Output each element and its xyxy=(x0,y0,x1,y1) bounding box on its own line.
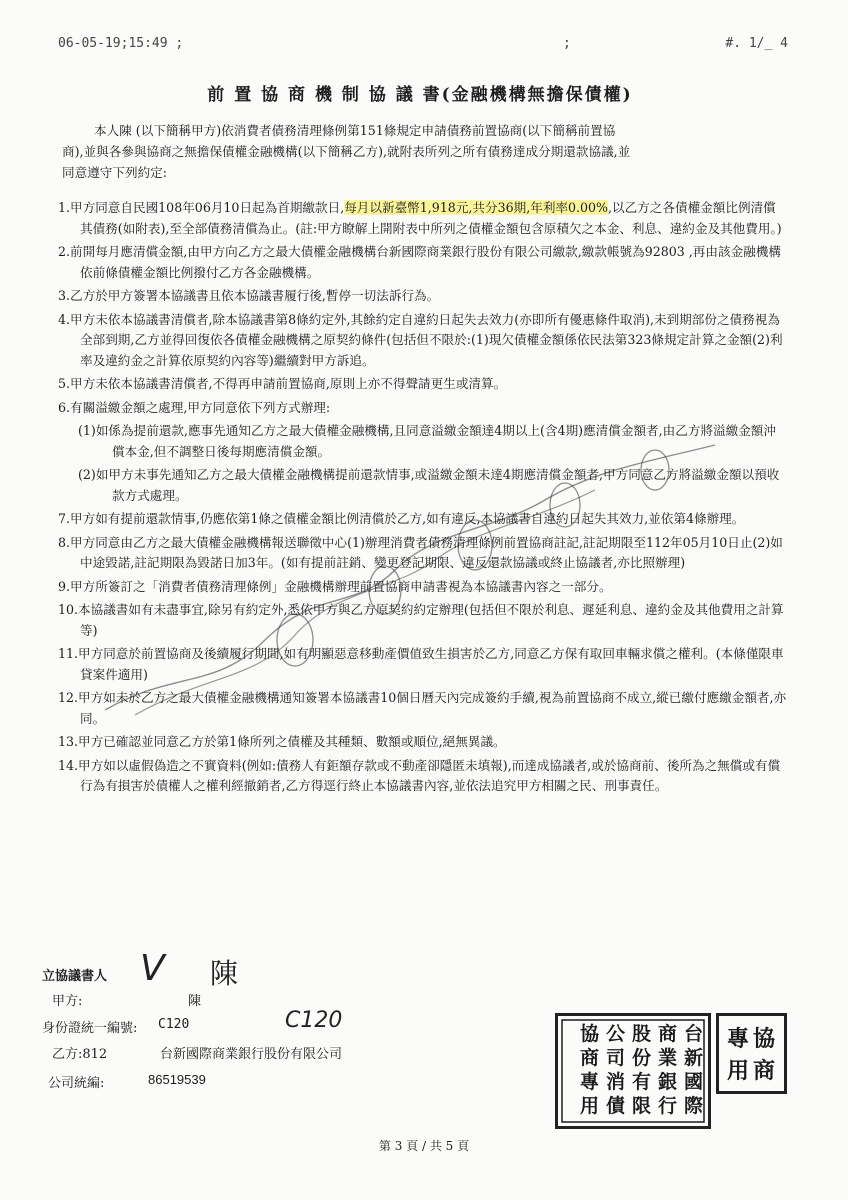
svg-text:新: 新 xyxy=(684,1047,704,1069)
bank-seal-stamp xyxy=(555,1013,711,1129)
clause-1-highlight: 每月以新臺幣1,918元,共分36期,年利率0.00% xyxy=(344,200,609,215)
clause-4: 4.甲方未依本協議書清償者,除本協議書第8條約定外,其餘約定自違約日起失去效力(亦即所有優惠條件取消),未到期部份之債務視為全部到期,乙方並得回復依各債權金融機構之原契約條件(包括但不限於:(1)現欠債權金額係依民法第323條規定計算之金額(2)利率及違約金之計算依原契約內容等)繼續對甲方訴追。 xyxy=(58,311,783,368)
clause-1-end: ,以乙方之各債權金額比例清償其債務(如附表),至全部債務清償為止。(註:甲方瞭解上開附表中所列之債權金額包含原積欠之本金、利息、違約金及其他費用。) xyxy=(80,200,782,236)
personal-seal-glyphs xyxy=(719,1016,784,1091)
signature-name: 陳 xyxy=(210,957,239,990)
party-a-name: 陳 xyxy=(188,994,202,1009)
svg-text:用: 用 xyxy=(727,1059,750,1084)
id-label: 身份證統一編號: xyxy=(42,1021,138,1036)
svg-text:股: 股 xyxy=(632,1023,652,1045)
clause-10: 10.本協議書如有未盡事宜,除另有約定外,悉依甲方與乙方原契約約定辦理(包括但不限於利息、遲延利息、違約金及其他費用之計算等) xyxy=(58,602,784,638)
intro-paragraph xyxy=(62,120,784,183)
signer-label: 立協議書人 xyxy=(42,969,108,984)
svg-text:限: 限 xyxy=(632,1095,652,1117)
id-value: C120 xyxy=(158,1017,190,1032)
clause-11: 11.甲方同意於前置協商及後續履行期間,如有明顯惡意移動產價值致生損害於乙方,同意乙方保有取回車輛求償之權利。(本條僅限車貸案件適用) xyxy=(58,646,784,682)
clause-1-start: 1.甲方同意自民國108年06月10日起為首期繳款日, xyxy=(58,200,345,215)
clause-3: 3.乙方於甲方簽署本協議書且依本協議書履行後,暫停一切法訴行為。 xyxy=(58,288,440,303)
svg-text:銀: 銀 xyxy=(658,1071,678,1093)
clause-13: 13.甲方已確認並同意乙方於第1條所列之債權及其種類、數額或順位,絕無異議。 xyxy=(58,734,506,749)
signature-mark: V xyxy=(140,948,165,989)
svg-text:台: 台 xyxy=(684,1023,704,1045)
party-b-name: 台新國際商業銀行股份有限公司 xyxy=(160,1047,343,1062)
clause-list xyxy=(58,198,788,800)
document-title: 前 置 協 商 機 制 協 議 書(金融機構無擔保債權) xyxy=(207,85,633,105)
clause-2: 2.前開每月應清償金額,由甲方向乙方之最大債權金融機構台新國際商業銀行股份有限公司繳款,繳款帳號為92803 ,再由該金融機構依前條債權金額比例撥付乙方各金融機構。 xyxy=(58,244,781,280)
svg-text:協: 協 xyxy=(753,1027,776,1052)
clause-8: 8.甲方同意由乙方之最大債權金融機構報送聯徵中心(1)辦理消費者債務清理條例前置協商註記,註記期限至112年05月10日止(2)如中途毀諾,註記期限為毀諾日加3年。(如有提前註銷、變更登記期限、違反還款協議或終止協議者,亦比照辦理) xyxy=(58,534,783,570)
company-id-value: 86519539 xyxy=(148,1072,206,1087)
clause-6-item-1: (1)如係為提前還款,應事先通知乙方之最大債權金融機構,且同意溢繳金額達4期以上(含4期)應清償金額者,由乙方將溢繳金額沖償本金,但不調整日後每期應清償金額。 xyxy=(78,423,776,459)
bank-seal-glyphs xyxy=(558,1016,708,1126)
intro-line-2: 商),並與各參與協商之無擔保債權金融機構(以下簡稱乙方),就附表所列之所有債務達成分期還款協議,並 xyxy=(62,144,631,159)
company-id-label: 公司統編: xyxy=(48,1076,105,1091)
party-b-label: 乙方:812 xyxy=(52,1047,108,1062)
svg-text:行: 行 xyxy=(658,1095,678,1117)
svg-text:專: 專 xyxy=(727,1027,750,1052)
svg-text:債: 債 xyxy=(606,1095,626,1117)
svg-text:司: 司 xyxy=(606,1047,626,1069)
intro-line-3: 同意遵守下列約定: xyxy=(62,165,167,180)
svg-text:商: 商 xyxy=(753,1059,776,1084)
fax-middle-mark: ; xyxy=(563,36,571,51)
svg-text:有: 有 xyxy=(632,1071,652,1093)
page-footer: 第 3 頁 / 共 5 頁 xyxy=(378,1139,470,1153)
id-handwritten: C120 xyxy=(285,1008,343,1033)
svg-text:商: 商 xyxy=(658,1023,678,1045)
svg-text:份: 份 xyxy=(632,1047,652,1069)
fax-page-mark: #. 1/_ 4 xyxy=(725,36,788,51)
clause-5: 5.甲方未依本協議書清償者,不得再申請前置協商,原則上亦不得聲請更生或清算。 xyxy=(58,376,507,391)
clause-6: 6.有關溢繳金額之處理,甲方同意依下列方式辦理: xyxy=(58,399,331,415)
svg-text:際: 際 xyxy=(684,1095,704,1117)
svg-text:公: 公 xyxy=(606,1023,626,1045)
intro-line-1: 本人陳 (以下簡稱甲方)依消費者債務清理條例第151條規定申請債務前置協商(以下簡稱前置協 xyxy=(94,123,616,138)
svg-text:專: 專 xyxy=(580,1071,600,1093)
svg-text:國: 國 xyxy=(684,1071,704,1093)
personal-seal-stamp xyxy=(716,1013,787,1094)
clause-1 xyxy=(58,198,788,239)
clause-9: 9.甲方所簽訂之「消費者債務清理條例」金融機構辦理前置協商申請書視為本協議書內容之一部分。 xyxy=(58,578,612,594)
svg-text:消: 消 xyxy=(606,1071,626,1093)
party-a-label: 甲方: xyxy=(52,994,83,1009)
clause-14: 14.甲方如以虛假偽造之不實資料(例如:債務人有鉅額存款或不動產卻隱匿未填報),而達成協議者,或於協商前、後所為之無償或有償行為有損害於債權人之權利經撤銷者,乙方得逕行終止本協議書內容,並依法追究甲方相關之民、刑事責任。 xyxy=(58,757,781,793)
svg-text:商: 商 xyxy=(580,1047,600,1069)
clause-7: 7.甲方如有提前還款情事,仍應依第1條之債權金額比例清償於乙方,如有違反,本協議書自違約日起失其效力,並依第4條辦理。 xyxy=(58,511,745,526)
svg-text:用: 用 xyxy=(580,1095,600,1117)
clause-12: 12.甲方如未於乙方之最大債權金融機構通知簽署本協議書10個日曆天內完成簽約手續,視為前置協商不成立,縱已繳付應繳金額者,亦同。 xyxy=(58,690,787,726)
fax-timestamp: 06-05-19;15:49 ; xyxy=(58,36,184,51)
svg-text:業: 業 xyxy=(658,1047,678,1069)
svg-text:協: 協 xyxy=(580,1023,600,1045)
clause-6-item-2: (2)如甲方未事先通知乙方之最大債權金融機構提前還款情事,或溢繳金額未達4期應清償金額者,甲方同意乙方將溢繳金額以預收款方式處理。 xyxy=(78,467,780,503)
